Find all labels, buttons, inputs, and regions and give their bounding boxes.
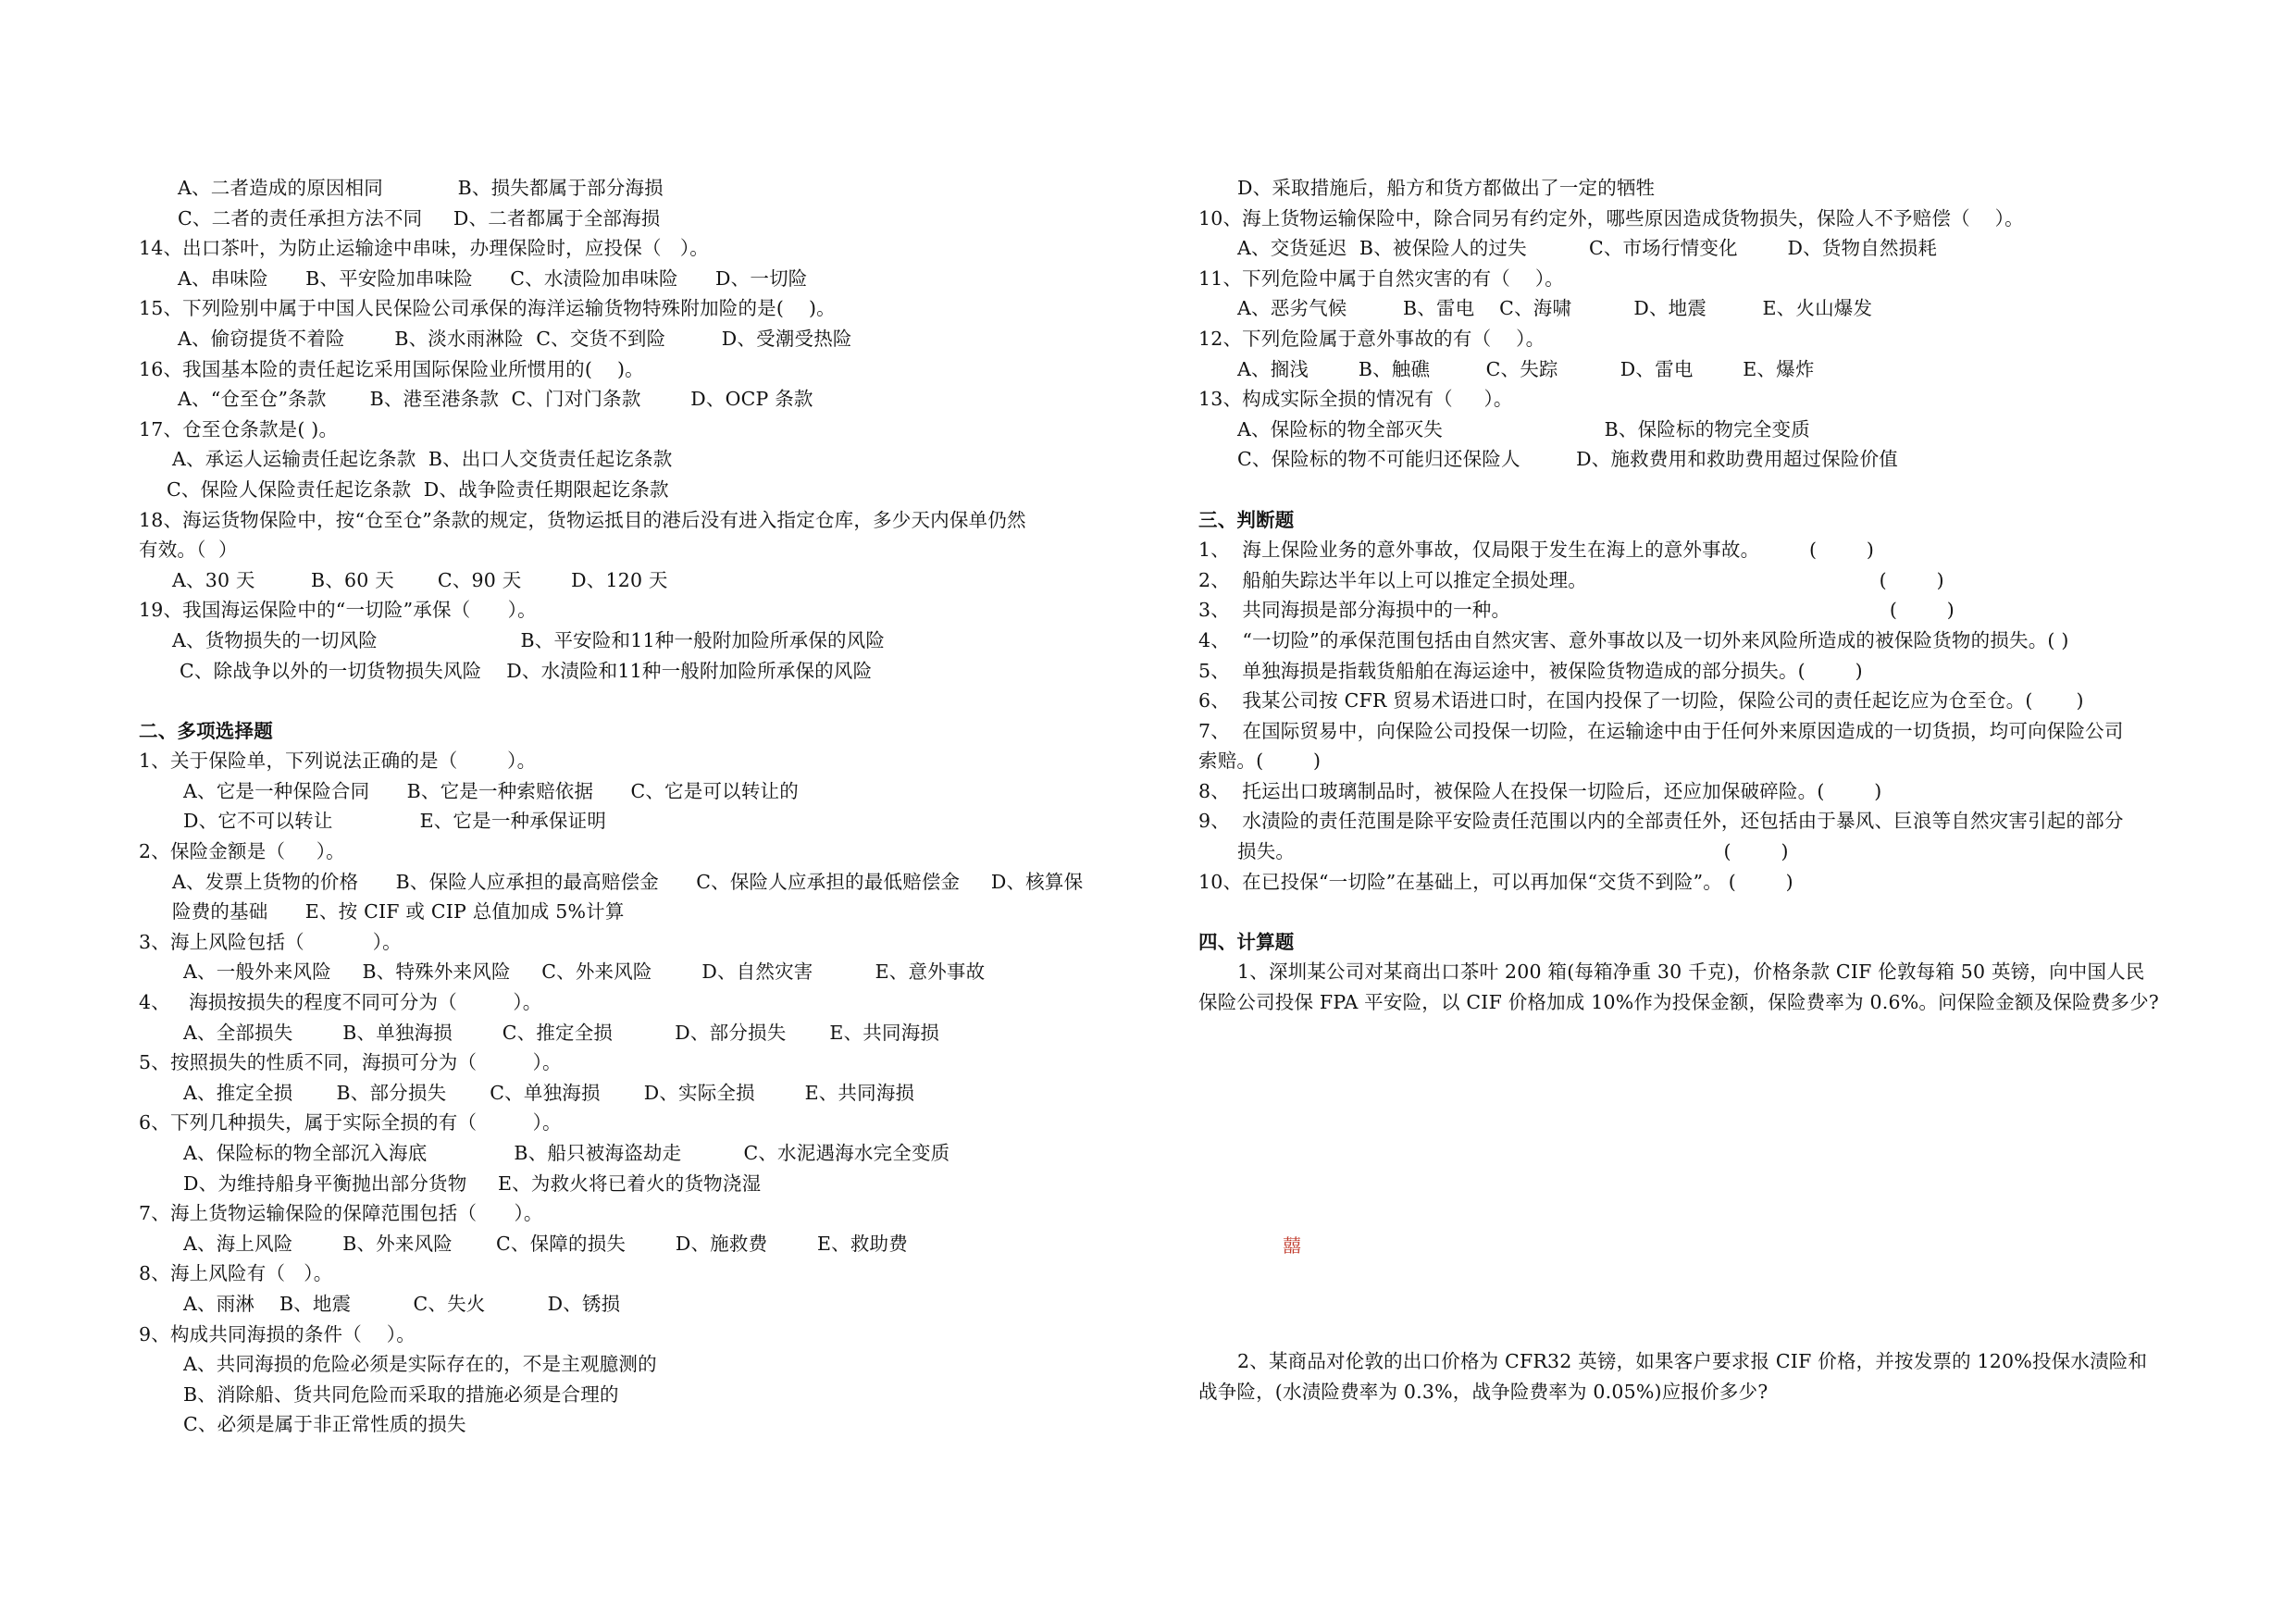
section-heading: 四、计算题 bbox=[1198, 930, 1295, 953]
text-line: 4、 海损按损失的程度不同可分为（ ）。 bbox=[139, 991, 542, 1014]
text-line: A、海上风险 B、外来风险 C、保障的损失 D、施救费 E、救助费 bbox=[183, 1232, 908, 1255]
text-line: 有效。（ ） bbox=[139, 539, 238, 562]
text-line: A、保险标的物全部沉入海底 B、船只被海盗劫走 C、水泥遇海水完全变质 bbox=[183, 1142, 950, 1164]
text-line: 13、构成实际全损的情况有（ ）。 bbox=[1198, 388, 1513, 411]
text-line: D、采取措施后，船方和货方都做出了一定的牺牲 bbox=[1237, 177, 1656, 199]
text-line: 8、海上风险有（ ）。 bbox=[139, 1262, 333, 1285]
text-line: A、推定全损 B、部分损失 C、单独海损 D、实际全损 E、共同海损 bbox=[183, 1081, 915, 1104]
text-line: 11、下列危险中属于自然灾害的有（ ）。 bbox=[1198, 267, 1564, 290]
blank-line bbox=[1198, 897, 2179, 927]
text-line: 9、 水渍险的责任范围是除平安险责任范围以内的全部责任外，还包括由于暴风、巨浪等自然灾害引起的部分 bbox=[1198, 810, 2124, 833]
text-line: 18、海运货物保险中，按“仓至仓”条款的规定，货物运抵目的港后没有进入指定仓库，多少天内保单仍然 bbox=[139, 508, 1026, 531]
text-line: 15、下列险别中属于中国人民保险公司承保的海洋运输货物特殊附加险的是( )。 bbox=[139, 297, 836, 320]
text-line: A、偷窃提货不着险 B、淡水雨淋险 C、交货不到险 D、受潮受热险 bbox=[178, 327, 852, 350]
text-line: 2、某商品对伦敦的出口价格为 CFR32 英镑，如果客户要求报 CIF 价格，并按发票的 120%投保水渍险和 bbox=[1237, 1350, 2148, 1372]
text-line: A、一般外来风险 B、特殊外来风险 C、外来风险 D、自然灾害 E、意外事故 bbox=[183, 961, 986, 984]
text-line: A、恶劣气候 B、雷电 C、海啸 D、地震 E、火山爆发 bbox=[1237, 297, 1873, 320]
blank-line bbox=[1198, 475, 2179, 505]
text-line: A、它是一种保险合同 B、它是一种索赔依据 C、它是可以转让的 bbox=[183, 779, 799, 802]
text-line: A、交货延迟 B、被保险人的过失 C、市场行情变化 D、货物自然损耗 bbox=[1237, 237, 1938, 260]
text-line: A、搁浅 B、触礁 C、失踪 D、雷电 E、爆炸 bbox=[1237, 357, 1815, 380]
text-line: 5、按照损失的性质不同，海损可分为（ ）。 bbox=[139, 1051, 562, 1074]
text-line: 2、保险金额是（ ）。 bbox=[139, 840, 345, 863]
text-line: A、雨淋 B、地震 C、失火 D、锈损 bbox=[183, 1292, 621, 1315]
blank-line bbox=[139, 686, 1259, 716]
text-line: 索赔。( ) bbox=[1198, 750, 1322, 773]
right-column bbox=[1198, 173, 2179, 1018]
text-line: B、消除船、货共同危险而采取的措施必须是合理的 bbox=[183, 1382, 619, 1406]
text-line: C、除战争以外的一切货物损失风险 D、水渍险和11种一般附加险所承保的风险 bbox=[180, 659, 873, 682]
right-column-bottom bbox=[1198, 1346, 2179, 1407]
text-line: A、货物损失的一切风险 B、平安险和11种一般附加险所承保的风险 bbox=[172, 628, 886, 651]
text-line: 6、下列几种损失，属于实际全损的有（ ）。 bbox=[139, 1111, 562, 1134]
text-line: 3、 共同海损是部分海损中的一种。 ( ) bbox=[1198, 599, 1955, 622]
text-line: 14、出口茶叶，为防止运输途中串味，办理保险时，应投保（ ）。 bbox=[139, 237, 709, 260]
text-line: 损失。 ( ) bbox=[1237, 840, 1789, 863]
text-line: C、保险人保险责任起讫条款 D、战争险责任期限起讫条款 bbox=[167, 477, 669, 501]
text-line: 10、海上货物运输保险中，除合同另有约定外，哪些原因造成货物损失，保险人不予赔偿（ ）。 bbox=[1198, 206, 2024, 229]
text-line: 7、海上货物运输保险的保障范围包括（ ）。 bbox=[139, 1202, 543, 1225]
text-line: 1、 海上保险业务的意外事故，仅局限于发生在海上的意外事故。 ( ) bbox=[1198, 539, 1875, 562]
text-line: 1、深圳某公司对某商出口茶叶 200 箱(每箱净重 30 千克)，价格条款 CIF 伦敦每箱 50 英镑，向中国人民 bbox=[1237, 961, 2145, 984]
text-line: C、必须是属于非正常性质的损失 bbox=[183, 1413, 466, 1436]
text-line: 险费的基础 E、按 CIF 或 CIP 总值加成 5%计算 bbox=[172, 900, 625, 924]
text-line: A、30 天 B、60 天 C、90 天 D、120 天 bbox=[172, 568, 668, 591]
text-line: 6、 我某公司按 CFR 贸易术语进口时，在国内投保了一切险，保险公司的责任起讫应为仓至仓。( ) bbox=[1198, 689, 2084, 713]
text-line: 12、下列危险属于意外事故的有（ ）。 bbox=[1198, 327, 1545, 350]
text-line: 5、 单独海损是指载货船舶在海运途中，被保险货物造成的部分损失。( ) bbox=[1198, 659, 1863, 682]
text-line: 16、我国基本险的责任起讫采用国际保险业所惯用的( )。 bbox=[139, 357, 644, 380]
text-line: 3、海上风险包括（ ）。 bbox=[139, 930, 402, 953]
text-line: 8、 托运出口玻璃制品时，被保险人在投保一切险后，还应加保破碎险。( ) bbox=[1198, 779, 1882, 802]
text-line: 7、 在国际贸易中，向保险公司投保一切险，在运输途中由于任何外来原因造成的一切货损，均可向保险公司 bbox=[1198, 719, 2124, 742]
text-line: C、二者的责任承担方法不同 D、二者都属于全部海损 bbox=[178, 206, 661, 229]
text-line: A、全部损失 B、单独海损 C、推定全损 D、部分损失 E、共同海损 bbox=[183, 1021, 940, 1044]
text-line: 1、关于保险单，下列说法正确的是（ ）。 bbox=[139, 750, 537, 773]
section-heading: 三、判断题 bbox=[1198, 508, 1295, 531]
text-line: A、“仓至仓”条款 B、港至港条款 C、门对门条款 D、OCP 条款 bbox=[178, 388, 813, 411]
text-line: 10、在已投保“一切险”在基础上，可以再加保“交货不到险”。 ( ) bbox=[1198, 870, 1793, 893]
text-line: 2、 船舶失踪达半年以上可以推定全损处理。 ( ) bbox=[1198, 568, 1944, 591]
text-line: A、二者造成的原因相同 B、损失都属于部分海损 bbox=[178, 177, 664, 199]
text-line: A、承运人运输责任起讫条款 B、出口人交货责任起讫条款 bbox=[172, 448, 673, 471]
text-line: D、它不可以转让 E、它是一种承保证明 bbox=[183, 810, 607, 833]
text-line: A、发票上货物的价格 B、保险人应承担的最高赔偿金 C、保险人应承担的最低赔偿金 D、核算保 bbox=[172, 870, 1084, 893]
section-heading: 二、多项选择题 bbox=[139, 719, 273, 742]
text-line: D、为维持船身平衡抛出部分货物 E、为救火将已着火的货物浇湿 bbox=[183, 1172, 762, 1195]
red-mark-glyph: 囍 bbox=[1283, 1234, 1301, 1257]
text-line: A、保险标的物全部灭失 B、保险标的物完全变质 bbox=[1237, 417, 1810, 440]
text-line: 9、构成共同海损的条件（ ）。 bbox=[139, 1322, 416, 1345]
text-line: 4、 “一切险”的承保范围包括由自然灾害、意外事故以及一切外来风险所造成的被保险货物的损失。( ) bbox=[1198, 628, 2069, 651]
text-line: 战争险，(水渍险费率为 0.3%，战争险费率为 0.05%)应报价多少? bbox=[1198, 1380, 1769, 1403]
text-line: A、串味险 B、平安险加串味险 C、水渍险加串味险 D、一切险 bbox=[178, 267, 808, 290]
text-line: A、共同海损的危险必须是实际存在的，不是主观臆测的 bbox=[183, 1353, 657, 1376]
text-line: 17、仓至仓条款是( )。 bbox=[139, 417, 339, 440]
text-line: C、保险标的物不可能归还保险人 D、施救费用和救助费用超过保险价值 bbox=[1237, 448, 1898, 471]
left-column bbox=[139, 173, 1259, 1440]
text-line: 保险公司投保 FPA 平安险，以 CIF 价格加成 10%作为投保金额，保险费率为 0.6%。问保险金额及保险费多少? bbox=[1198, 991, 2159, 1014]
text-line: 19、我国海运保险中的“一切险”承保（ ）。 bbox=[139, 599, 537, 622]
